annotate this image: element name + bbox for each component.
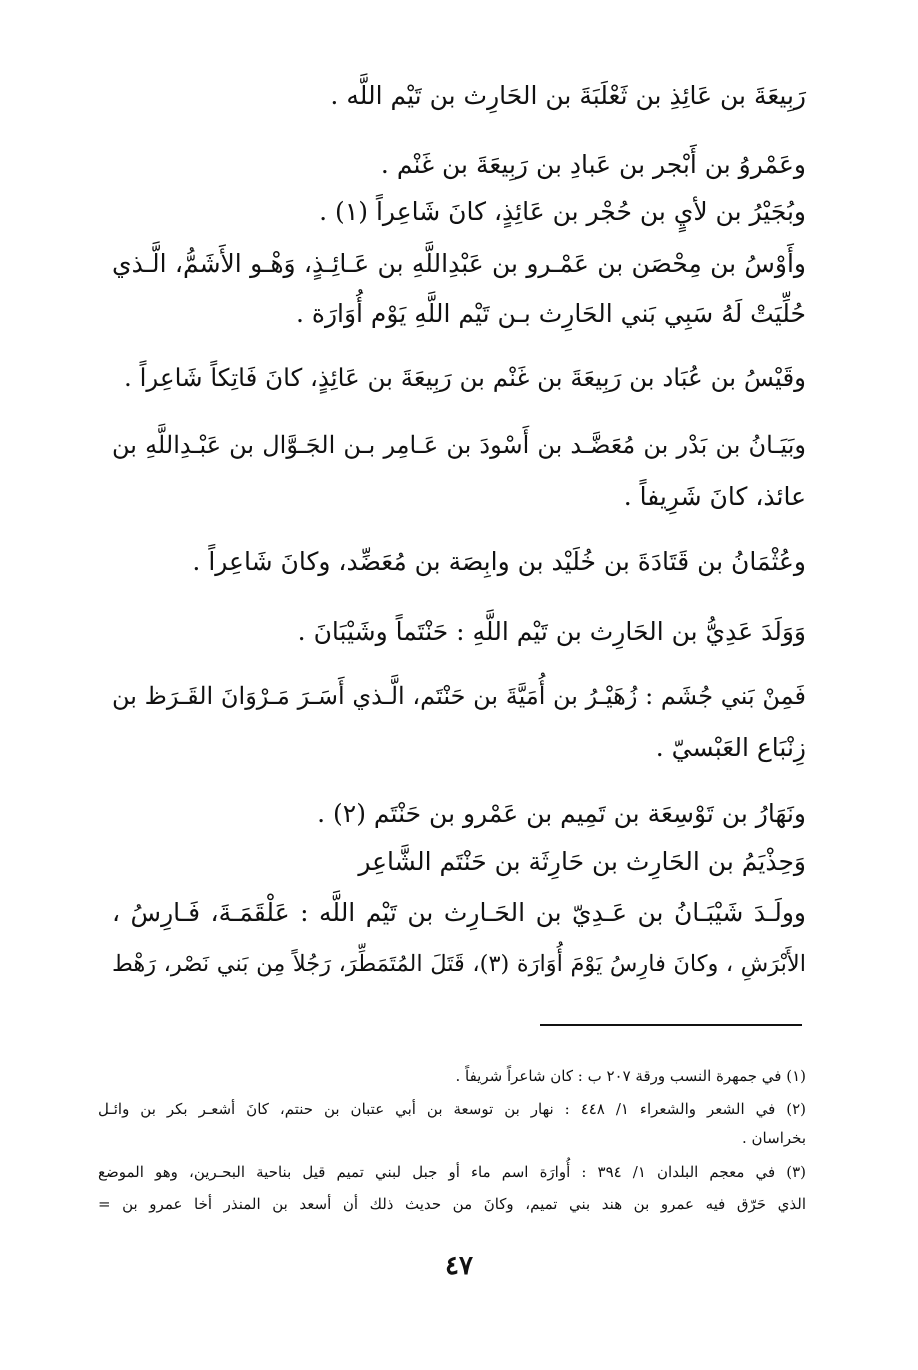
text-line-16: الأَبْرَشِ ، وكانَ فارِسُ يَوْمَ أُوَارَة (٣)، قَتَلَ المُتَمَطِّرَ، رَجُلاً مِن بَني نَصْر، رَهْط	[112, 951, 806, 977]
footnote-3-continuation: الذي حَرّق فيه عمرو بن هند بني تميم، وكانَ من حديث ذلك أن أسعد بن المنذر أخا عمرو بن =	[98, 1195, 807, 1213]
text-line-9: وعُثْمَانُ بن قَتَادَةَ بن خُلَيْد بن وابِصَة بن مُعَضِّد، وكانَ شَاعِراً .	[192, 547, 806, 576]
footnote-3: (٣) في معجم البلدان ١/ ٣٩٤ : أُوارَة اسم ماء أو جبل لبني تميم قيل بناحية البحـرين، وهو الموضع	[98, 1163, 807, 1181]
page-number: ٤٧	[445, 1251, 473, 1281]
footnote-1: (١) في جمهرة النسب ورقة ٢٠٧ ب : كان شاعراً شريفاً .	[455, 1067, 806, 1085]
footnote-2: (٢) في الشعر والشعراء ١/ ٤٤٨ : نهار بن توسعة بن أبي عتبان بن حنتم، كانَ أشعـر بكر بن وائـل	[98, 1100, 806, 1118]
text-line-4: وأَوْسُ بن مِحْصَن بن عَمْـرو بن عَبْدِاللَّهِ بن عَـائِـذٍ، وَهْـو الأَشَمُّ، الَّـذي	[112, 249, 806, 278]
text-line-12: زِنْبَاع العَبْسيّ .	[655, 733, 806, 762]
text-line-8: عائذ، كانَ شَرِيفاً .	[623, 482, 806, 511]
text-line-7: وبَيَـانُ بن بَدْر بن مُعَضَّـد بن أَسْودَ بن عَـامِر بـن الجَـوَّال بن عَبْـدِاللَّهِ بن	[112, 431, 806, 459]
text-line-15: وولَـدَ شَيْبَـانُ بن عَـدِيّ بن الحَـارِث بن تَيْم اللَّه : عَلْقَمَـةَ، فَـارِسُ ،	[112, 898, 806, 927]
text-line-14: وَحِذْيَمُ بن الحَارِث بن حَارِثَة بن حَنْتَم الشَّاعِر	[358, 847, 806, 876]
text-line-6: وقَيْسُ بن عُبَاد بن رَبِيعَةَ بن غَنْم بن رَبِيعَةَ بن عَائِذٍ، كانَ فَاتِكاً شَاعِراً .	[124, 363, 806, 392]
text-line-10: وَوَلَدَ عَدِيُّ بن الحَارِث بن تَيْم اللَّهِ : حَنْتَماً وشَيْبَانَ .	[297, 617, 806, 646]
footnote-2-continuation: بخراسان .	[742, 1129, 806, 1147]
text-line-3: وبُجَيْرُ بن لأيٍ بن حُجْر بن عَائِذٍ، كانَ شَاعِراً (١) .	[319, 197, 806, 226]
text-line-1: رَبِيعَةَ بن عَائِذِ بن ثَعْلَبَةَ بن الحَارِث بن تَيْم اللَّه .	[330, 81, 806, 110]
text-line-5: حُلِّيَتْ لَهُ سَبِي بَني الحَارِث بـن تَيْم اللَّهِ يَوْم أُوَارَة .	[295, 299, 806, 328]
text-line-2: وعَمْروُ بن أَبْجر بن عَبادِ بن رَبِيعَةَ بن غَنْم .	[380, 150, 806, 179]
footnote-divider	[540, 1024, 802, 1026]
text-line-11: فَمِنْ بَني جُشَم : زُهَيْـرُ بن أُمَيَّةَ بن حَنْتَم، الَّـذي أَسَـرَ مَـرْوَانَ القَـرَظ بن	[112, 682, 806, 710]
text-line-13: ونَهَارُ بن تَوْسِعَة بن تَمِيم بن عَمْرو بن حَنْتَم (٢) .	[317, 799, 806, 828]
